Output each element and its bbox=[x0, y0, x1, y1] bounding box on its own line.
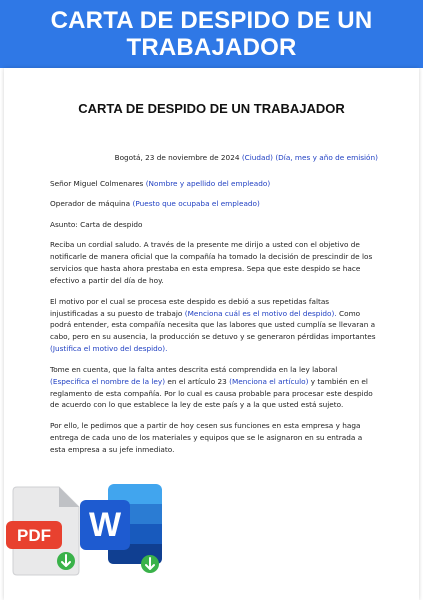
paragraph-2-hint-1: (Menciona cuál es el motivo del despido). bbox=[184, 308, 337, 318]
recipient-role-line bbox=[50, 198, 378, 210]
document-title: CARTA DE DESPIDO DE UN TRABAJADOR bbox=[78, 101, 345, 116]
word-download-icon[interactable] bbox=[78, 478, 168, 574]
date-hint-city: (Ciudad) bbox=[241, 153, 273, 162]
paragraph-2-text-1: El motivo por el cual se procesa este despido es debió a sus repetidas faltas injustificadas a su puesto de trabajo bbox=[50, 296, 330, 318]
paragraph-3-hint-2: (Menciona el artículo) bbox=[229, 376, 309, 386]
banner-title: CARTA DE DESPIDO DE UN TRABAJADOR bbox=[50, 7, 373, 61]
paragraph-2 bbox=[50, 296, 378, 356]
date-line bbox=[50, 152, 378, 164]
header-banner bbox=[0, 0, 423, 68]
subject-line: Asunto: Carta de despido bbox=[50, 219, 143, 229]
recipient-name-line bbox=[50, 178, 378, 190]
recipient-role-hint: (Puesto que ocupaba el empleado) bbox=[132, 199, 260, 209]
download-icons bbox=[0, 478, 170, 578]
paragraph-3-text-1: Tome en cuenta, que la falta antes descrita está comprendida en la ley laboral bbox=[50, 364, 338, 374]
pdf-download-icon[interactable] bbox=[5, 485, 85, 577]
recipient-name-hint: (Nombre y apellido del empleado) bbox=[145, 178, 271, 188]
document-body bbox=[50, 152, 378, 464]
paragraph-3-text-3: y también en el reglamento de esta compañía. Por lo cual es causa probable para procesar este despido de acuerdo con lo que establece la ley de este país y a la que usted está sujeto. bbox=[50, 376, 373, 410]
paragraph-3-text-2: en el artículo 23 bbox=[167, 376, 227, 386]
date-hint-date: (Día, mes y año de emisión) bbox=[275, 153, 378, 162]
paragraph-3 bbox=[50, 364, 378, 412]
paragraph-4: Por ello, le pedimos que a partir de hoy cesen sus funciones en esta empresa y haga entrega de cada uno de los materiales y equipos que se le asignaron en su entrada a esta empresa a su jefe inmediato. bbox=[50, 420, 363, 454]
word-label: W bbox=[88, 506, 122, 544]
date-text: Bogotá, 23 de noviembre de 2024 bbox=[114, 153, 240, 162]
paragraph-2-text-2: Como podrá entender, esta compañía necesita que las labores que usted cumplía se llevaran a cabo, pero en su ausencia, la producción se detuvo y se generaron pérdidas importantes bbox=[50, 308, 376, 342]
pdf-label: PDF bbox=[17, 526, 51, 545]
recipient-name: Señor Miguel Colmenares bbox=[50, 178, 144, 188]
recipient-role: Operador de máquina bbox=[50, 199, 131, 209]
paragraph-3-hint-1: (Especifica el nombre de la ley) bbox=[50, 376, 166, 386]
paragraph-2-hint-2: (Justifica el motivo del despido). bbox=[50, 344, 168, 354]
paragraph-1: Reciba un cordial saludo. A través de la presente me dirijo a usted con el objetivo de notificarle de manera oficial que la compañía ha tomado la decisión de prescindir de los servicios que hasta ahora prestaba en esta empresa. Sepa que este despido se hace efectivo a partir del día de hoy. bbox=[50, 240, 373, 286]
